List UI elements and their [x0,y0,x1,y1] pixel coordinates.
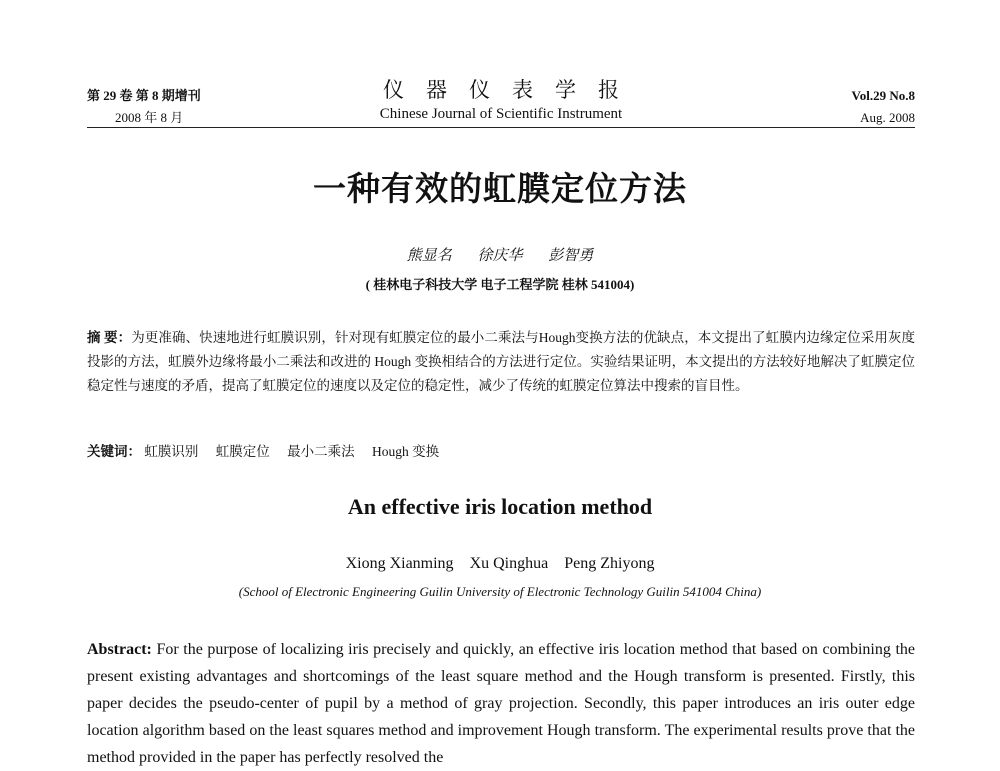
volume-info-en [852,85,915,129]
keyword-item: 最小二乘法 [287,444,355,459]
author-name: Xu Qinghua [469,555,549,572]
keywords-cn [87,440,915,464]
paper-title-en: An effective iris location method [347,494,653,519]
abstract-cn-label: 摘 要： [87,330,132,345]
affiliation-cn: ( 桂林电子科技大学 电子工程学院 桂林 541004) [365,277,635,292]
keyword-item: 虹膜定位 [215,444,270,459]
abstract-en-label: Abstract: [87,641,152,658]
journal-header [87,78,915,132]
issue-date-cn: 2008 年 8 月 [115,110,184,125]
author-name: Xiong Xianming [345,555,454,572]
issue-date-en: Aug. 2008 [860,110,915,125]
authors-cn: 熊显名 徐庆华 彭智勇 [406,248,594,264]
affiliation-en: (School of Electronic Engineering Guilin University of Electronic Technology Guilin 541004 China) [238,584,762,599]
header-rule [87,127,915,128]
volume-issue: 第 29 卷 第 8 期增刊 [87,88,201,103]
keywords-cn-label: 关键词： [87,444,141,459]
keyword-item: Hough 变换 [372,444,440,459]
journal-name-en: Chinese Journal of Scientific Instrument [379,106,623,122]
author-name: Peng Zhiyong [564,555,655,572]
abstract-cn [87,326,915,398]
journal-name-cn: 仪器仪表学报 [383,78,641,102]
abstract-cn-text: 为更准确、快速地进行虹膜识别，针对现有虹膜定位的最小二乘法与Hough变换方法的优缺点，本文提出了虹膜内边缘定位采用灰度投影的方法，虹膜外边缘将最小二乘法和改进的 Hough 变换相结合的方法进行定位。实验结果证明，本文提出的方法较好地解决了虹膜定位稳定性与速度的矛盾，提高了虹膜定位的速度以及定位的稳定性，减少了传统的虹膜定位算法中搜索的盲目性。 [87,330,916,393]
journal-name [87,76,915,124]
abstract-en [87,636,915,771]
keyword-item: 虹膜识别 [144,444,199,459]
authors-en [0,555,1000,573]
paper-title-cn: 一种有效的虹膜定位方法 [313,169,687,208]
abstract-en-text: For the purpose of localizing iris precisely and quickly, an effective iris location method that based on combining the present existing advantages and shortcomings of the least square method and the Hough transform is presented. Firstly, this paper decides the pseudo-center of pupil by a method of gray projection. Secondly, this paper introduces an iris outer edge location algorithm based on the least squares method and improvement Hough transform. The experimental results prove that the method provided in the paper has perfectly resolved the [87,641,915,766]
volume-number-en: Vol.29 No.8 [851,88,915,103]
